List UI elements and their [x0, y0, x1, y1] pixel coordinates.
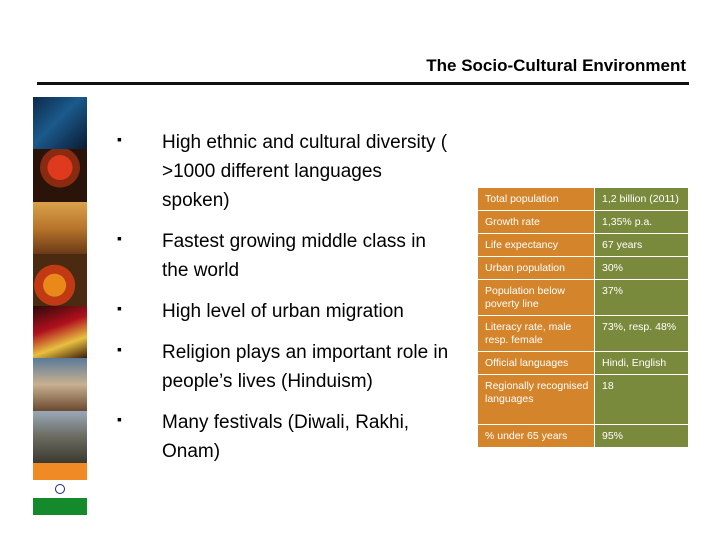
bullet-text: High level of urban migration	[162, 301, 404, 322]
spices-image	[33, 254, 87, 306]
stat-label: % under 65 years	[478, 425, 595, 448]
table-row	[478, 234, 689, 257]
country-stats-table	[477, 187, 689, 448]
turban-man-image	[33, 149, 87, 201]
table-row	[478, 375, 689, 425]
bullet-text: Religion plays an important role in people’s lives (Hinduism)	[162, 342, 449, 392]
indian-flag-image	[33, 463, 87, 515]
title-divider	[37, 82, 689, 85]
table-row	[478, 188, 689, 211]
stat-value: 73%, resp. 48%	[595, 316, 689, 352]
stat-label: Literacy rate, male resp. female	[478, 316, 595, 352]
stat-label: Population below poverty line	[478, 280, 595, 316]
dancer-image	[33, 306, 87, 358]
bullet-marker: ▪	[117, 341, 122, 357]
stat-label: Life expectancy	[478, 234, 595, 257]
stat-value: 37%	[595, 280, 689, 316]
stat-value: Hindi, English	[595, 352, 689, 375]
street-image	[33, 411, 87, 463]
bullet-item	[112, 338, 452, 396]
stat-value: 1,35% p.a.	[595, 211, 689, 234]
stage-performance-image	[33, 97, 87, 149]
table-row	[478, 316, 689, 352]
table-row	[478, 257, 689, 280]
bullet-item	[112, 297, 452, 326]
bullet-marker: ▪	[117, 230, 122, 246]
flag-saffron-band	[33, 463, 87, 480]
stat-value: 18	[595, 375, 689, 425]
table-row	[478, 425, 689, 448]
bullet-item	[112, 128, 452, 215]
bullet-text: High ethnic and cultural diversity ( >1000 different languages spoken)	[162, 132, 448, 211]
stat-value: 30%	[595, 257, 689, 280]
temple-image	[33, 202, 87, 254]
bullet-list	[112, 128, 452, 478]
ashoka-chakra-icon	[55, 484, 65, 494]
stat-value: 67 years	[595, 234, 689, 257]
bullet-marker: ▪	[117, 411, 122, 427]
slide-title: The Socio-Cultural Environment	[426, 56, 686, 75]
table-row	[478, 211, 689, 234]
bullet-text: Many festivals (Diwali, Rakhi, Onam)	[162, 412, 410, 462]
table-row	[478, 352, 689, 375]
bullet-item	[112, 227, 452, 285]
stat-label: Regionally recognised languages	[478, 375, 595, 425]
photo-strip	[33, 97, 87, 515]
stat-label: Urban population	[478, 257, 595, 280]
bullet-item	[112, 408, 452, 466]
crowd-image	[33, 358, 87, 410]
stat-label: Growth rate	[478, 211, 595, 234]
stat-label: Official languages	[478, 352, 595, 375]
stat-value: 1,2 billion (2011)	[595, 188, 689, 211]
flag-green-band	[33, 498, 87, 515]
bullet-marker: ▪	[117, 131, 122, 147]
bullet-marker: ▪	[117, 300, 122, 316]
bullet-text: Fastest growing middle class in the world	[162, 231, 426, 281]
stat-value: 95%	[595, 425, 689, 448]
table-row	[478, 280, 689, 316]
stat-label: Total population	[478, 188, 595, 211]
